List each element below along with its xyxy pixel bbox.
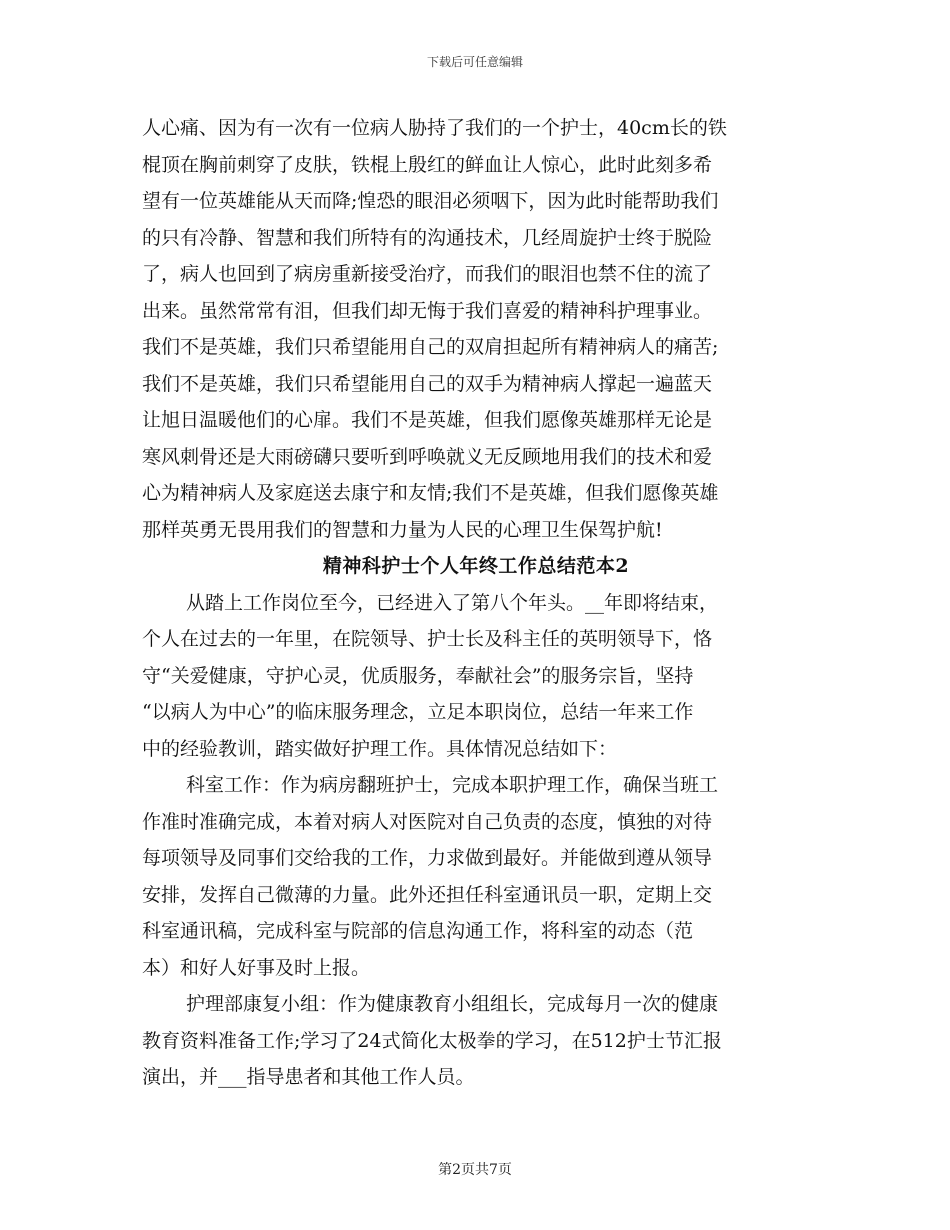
body-line: 我们不是英雄，我们只希望能用自己的双手为精神病人撑起一遍蓝天 <box>142 372 713 395</box>
document-body <box>142 110 810 1096</box>
body-line: 了，病人也回到了病房重新接受治疗，而我们的眼泪也禁不住的流了 <box>142 263 713 285</box>
paragraph-first-line: 从踏上工作岗位至今，已经进入了第八个年头。__年即将结束， <box>186 591 719 614</box>
body-line: 中的经验教训，踏实做好护理工作。具体情况总结如下： <box>142 737 618 760</box>
body-line: 安排，发挥自己微薄的力量。此外还担任科室通讯员一职，定期上交 <box>142 883 713 906</box>
body-line: “以病人为中心”的临床服务理念，立足本职岗位，总结一年来工作 <box>142 701 694 723</box>
body-line: 人心痛、因为有一次有一位病人胁持了我们的一个护士，40cm长的铁 <box>142 117 727 139</box>
body-line: 那样英勇无畏用我们的智慧和力量为人民的心理卫生保驾护航! <box>142 518 663 541</box>
body-line: 出来。虽然常常有泪，但我们却无悔于我们喜爱的精神科护理事业。 <box>142 299 713 322</box>
body-line: 我们不是英雄，我们只希望能用自己的双肩担起所有精神病人的痛苦; <box>142 336 719 358</box>
body-line: 科室通讯稿，完成科室与院部的信息沟通工作，将科室的动态（范 <box>142 920 694 942</box>
body-line: 本）和好人好事及时上报。 <box>142 956 371 979</box>
body-line: 每项领导及同事们交给我的工作，力求做到最好。并能做到遵从领导 <box>142 847 713 869</box>
body-line: 个人在过去的一年里，在院领导、护士长及科主任的英明领导下，恪 <box>142 628 713 650</box>
paragraph-first-line: 护理部康复小组：作为健康教育小组组长，完成每月一次的健康 <box>186 993 719 1015</box>
paragraph-first-line: 科室工作：作为病房翻班护士，完成本职护理工作，确保当班工 <box>186 774 719 796</box>
page-header-note: 下载后可任意编辑 <box>426 55 523 69</box>
section-heading: 精神科护士个人年终工作总结范本2 <box>322 555 630 577</box>
body-line: 心为精神病人及家庭送去康宁和友情;我们不是英雄，但我们愿像英雄 <box>142 482 719 504</box>
body-line: 望有一位英雄能从天而降;惶恐的眼泪必须咽下，因为此时能帮助我们 <box>142 190 719 212</box>
body-line: 棍顶在胸前刺穿了皮肤，铁棍上殷红的鲜血让人惊心，此时此刻多希 <box>142 153 713 176</box>
body-line: 让旭日温暖他们的心扉。我们不是英雄，但我们愿像英雄那样无论是 <box>142 409 713 431</box>
body-line: 的只有冷静、智慧和我们所特有的沟通技术，几经周旋护士终于脱险 <box>142 226 713 249</box>
page-number: 第2页共7页 <box>438 1162 512 1178</box>
body-line: 作准时准确完成，本着对病人对医院对自己负责的态度，慎独的对待 <box>142 810 713 833</box>
body-line: 寒风刺骨还是大雨磅礴只要听到呼唤就义无反顾地用我们的技术和爱 <box>142 445 713 468</box>
body-line: 守“关爱健康，守护心灵，优质服务，奉献社会”的服务宗旨，坚持 <box>142 664 694 687</box>
body-line: 教育资料准备工作;学习了24式简化太极拳的学习，在512护士节汇报 <box>142 1029 722 1052</box>
body-line: 演出，并___指导患者和其他工作人员。 <box>142 1066 475 1088</box>
